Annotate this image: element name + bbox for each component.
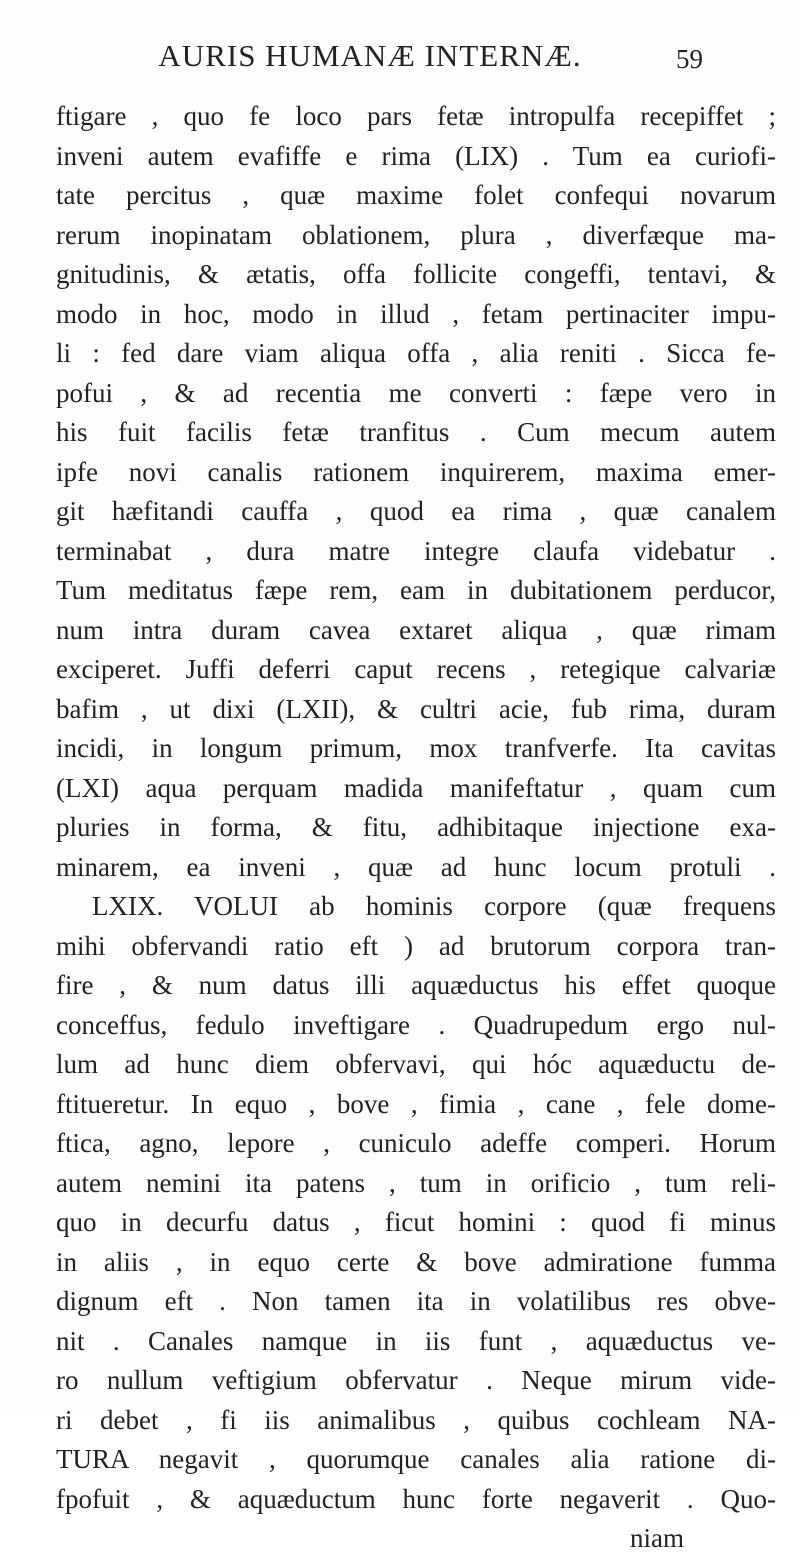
text-line: ipfe novi canalis rationem inquirerem, maxima emer-: [56, 456, 776, 487]
text-line: pluries in forma, & fitu, adhibitaque injectione exa-: [56, 812, 776, 842]
text-line: inveni autem evafiffe e rima (LIX) . Tum ea curiofi-: [56, 140, 776, 171]
text-line: num intra duram cavea extaret aliqua , quæ rimam: [56, 614, 776, 645]
text-line: modo in hoc, modo in illud , fetam pertinaciter impu-: [56, 298, 776, 329]
text-line: minarem, ea inveni , quæ ad hunc locum protuli .: [56, 851, 776, 882]
text-line: Tum meditatus fæpe rem, eam in dubitationem perducor,: [56, 575, 776, 605]
text-line: ftitueretur. In equo , bove , fimia , cane , fele dome-: [56, 1088, 776, 1119]
text-line: exciperet. Juffi deferri caput recens , retegique calvariæ: [56, 654, 776, 684]
text-line: fire , & num datus illi aquæductus his effet quoque: [56, 970, 776, 1000]
section-heading-line: LXIX. VOLUI ab hominis corpore (quæ frequens: [92, 891, 776, 921]
text-line: dignum eft . Non tamen ita in volatilibus res obve-: [56, 1286, 776, 1316]
text-line: rerum inopinatam oblationem, plura , diverfæque ma-: [56, 219, 776, 250]
text-line: fpofuit , & aquæductum hunc forte negaverit . Quo-: [56, 1483, 776, 1514]
running-title: AURIS HUMANÆ INTERNÆ.: [158, 38, 582, 73]
text-line: his fuit facilis fetæ tranfitus . Cum mecum autem: [56, 417, 776, 447]
text-line: mihi obfervandi ratio eft ) ad brutorum corpora tran-: [56, 930, 776, 961]
text-line: git hæfitandi cauffa , quod ea rima , quæ canalem: [56, 496, 776, 526]
text-line: tate percitus , quæ maxime folet confequi novarum: [56, 180, 776, 210]
text-line: autem nemini ita patens , tum in orificio , tum reli-: [56, 1167, 776, 1198]
text-line: gnitudinis, & ætatis, offa follicite congeffi, tentavi, &: [56, 259, 776, 289]
text-line: ftigare , quo fe loco pars fetæ intropulfa recepiffet ;: [56, 101, 776, 131]
text-line: bafim , ut dixi (LXII), & cultri acie, fub rima, duram: [56, 693, 776, 724]
text-line: ro nullum veftigium obfervatur . Neque mirum vide-: [56, 1365, 776, 1395]
text-line: lum ad hunc diem obfervavi, qui hóc aquæductu de-: [56, 1049, 776, 1079]
page-number: 59: [676, 44, 703, 74]
text-line: TURA negavit , quorumque canales alia ratione di-: [56, 1444, 776, 1474]
text-line: (LXI) aqua perquam madida manifeftatur , quam cum: [56, 772, 776, 803]
text-line: quo in decurfu datus , ficut homini : quod fi minus: [56, 1207, 776, 1237]
text-line: conceffus, fedulo inveftigare . Quadrupedum ergo nul-: [56, 1009, 776, 1040]
text-line: nit . Canales namque in iis funt , aquæductus ve-: [56, 1325, 776, 1356]
text-line: terminabat , dura matre integre claufa videbatur .: [56, 535, 776, 566]
text-line: pofui , & ad recentia me converti : fæpe vero in: [56, 377, 776, 408]
body-text: [56, 97, 776, 1559]
text-line: incidi, in longum primum, mox tranfverfe. Ita cavitas: [56, 733, 776, 763]
text-line: ri debet , fi iis animalibus , quibus cochleam NA-: [56, 1404, 776, 1435]
text-line: ftica, agno, lepore , cuniculo adeffe comperi. Horum: [56, 1128, 776, 1158]
text-line: in aliis , in equo certe & bove admiratione fumma: [56, 1246, 776, 1277]
catchword: niam: [630, 1523, 684, 1553]
text-line: li : fed dare viam aliqua offa , alia reniti . Sicca fe-: [56, 338, 776, 368]
